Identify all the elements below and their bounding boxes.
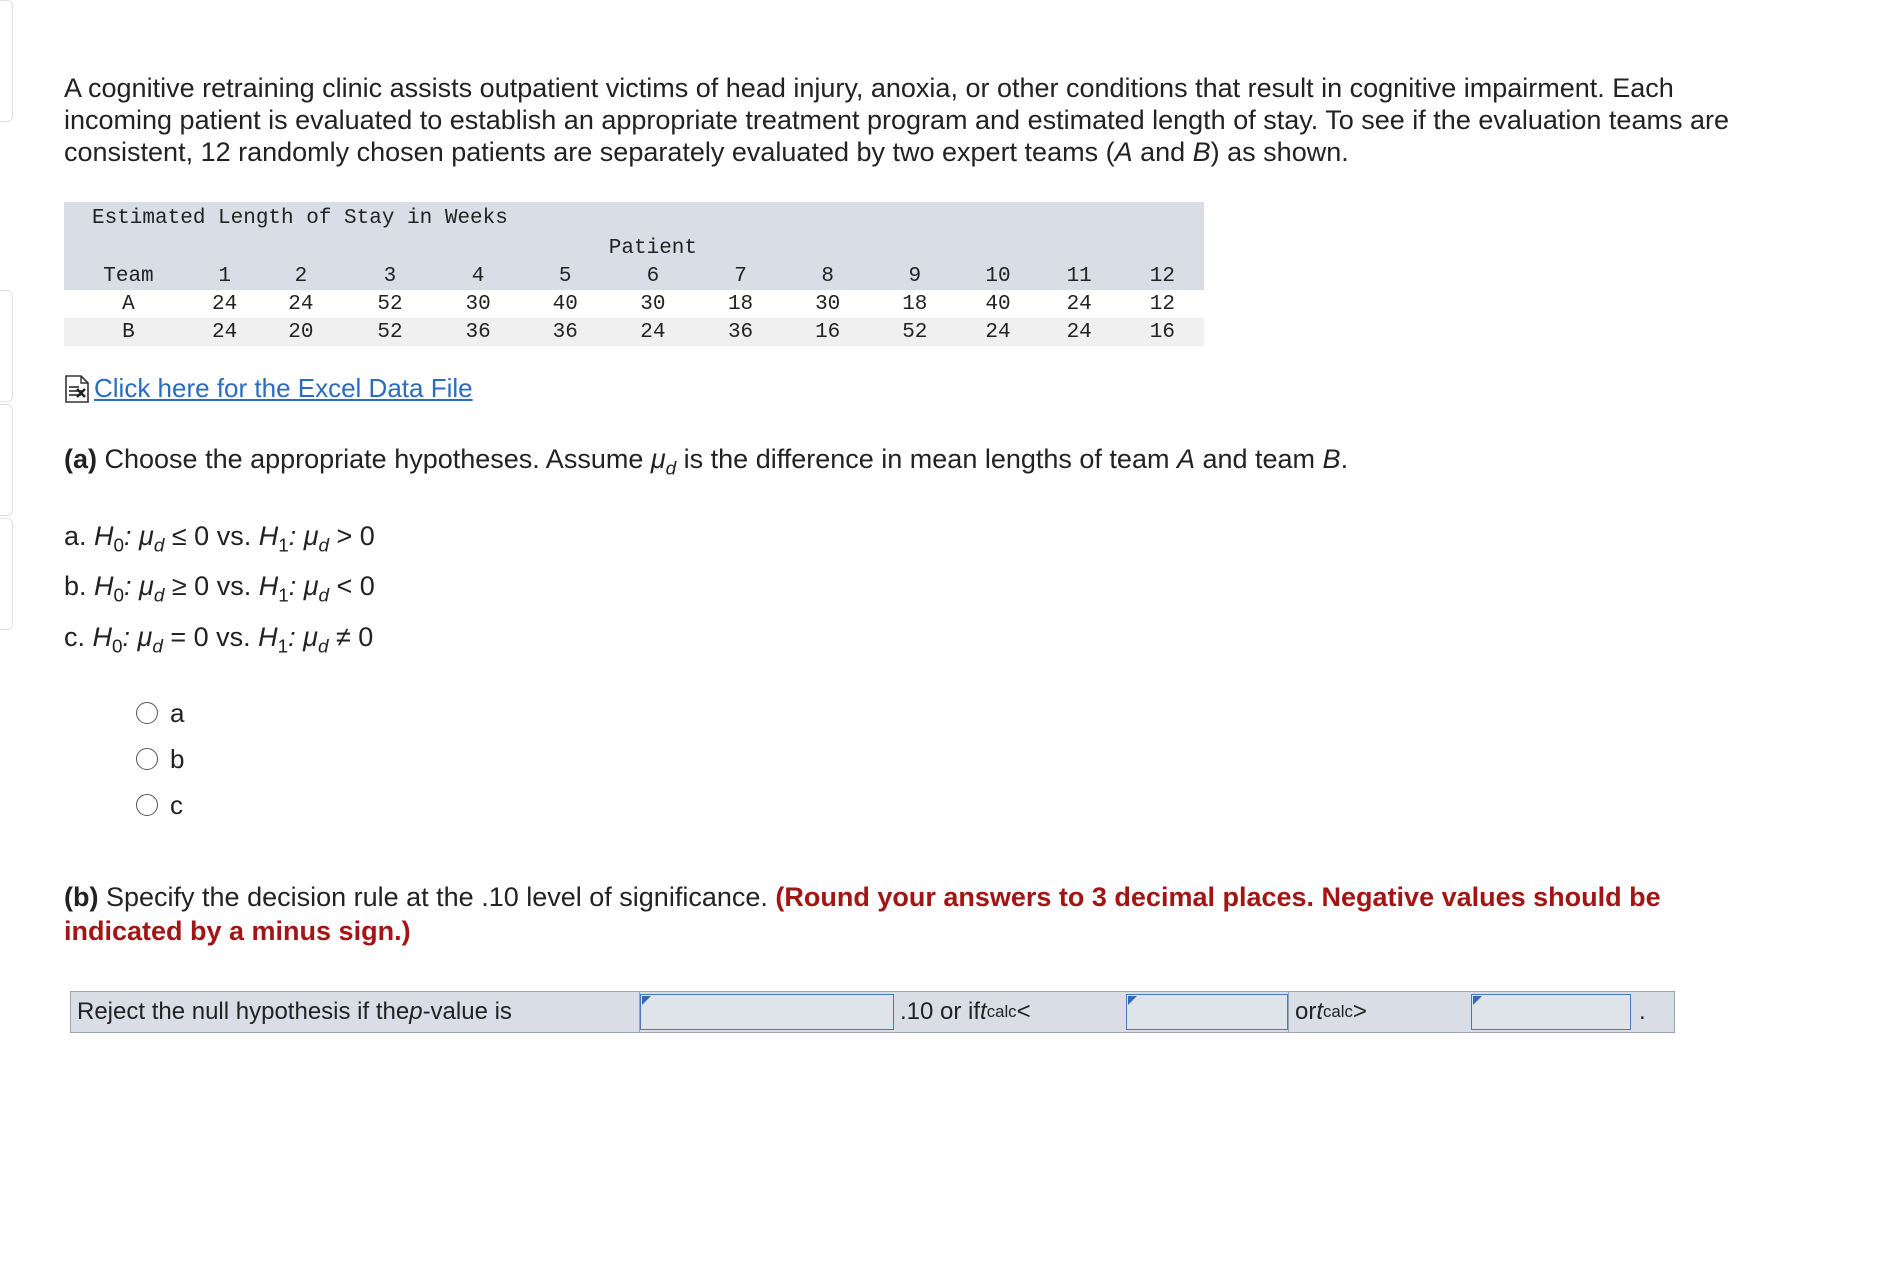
- t-lower-answer-field[interactable]: [1126, 994, 1288, 1030]
- table-cell: 52: [871, 318, 958, 346]
- edge-tab-1: [0, 0, 13, 122]
- team-column-header: Team: [64, 262, 193, 290]
- part-a-prompt: [64, 444, 1348, 480]
- patient-header: 3: [345, 262, 434, 290]
- table-cell: 16: [1121, 318, 1204, 346]
- table-cell: 30: [465, 292, 491, 316]
- rule-t: t: [980, 998, 987, 1025]
- table-cell: 24: [1066, 292, 1092, 316]
- table-cell: 18: [902, 292, 928, 316]
- hyp-h0: H: [94, 571, 114, 602]
- edge-tab-3: [0, 404, 13, 516]
- hyp-text: = 0 vs.: [162, 621, 259, 652]
- excel-file-icon: [64, 375, 90, 403]
- table-row: [64, 318, 1204, 346]
- hyp-sub: 1: [278, 535, 289, 557]
- hyp-text: ≠ 0: [328, 621, 374, 652]
- t-lower-input[interactable]: [1127, 995, 1287, 1029]
- radio-button-a[interactable]: [136, 702, 158, 724]
- intro-and: and: [1132, 137, 1193, 167]
- table-cell: 24: [193, 318, 256, 346]
- hyp-sub: d: [318, 585, 330, 607]
- patient-header: 9: [871, 262, 958, 290]
- table-cell: 16: [784, 318, 871, 346]
- table-cell: 12: [1149, 292, 1175, 316]
- part-a-team-b: B: [1322, 444, 1341, 474]
- part-a-text: and team: [1194, 444, 1323, 474]
- hyp-text: : μ: [124, 521, 154, 551]
- table-cell: 24: [212, 292, 238, 316]
- table-cell: 52: [377, 292, 403, 316]
- part-b-prompt: [64, 880, 1764, 948]
- intro-end: ) as shown.: [1210, 137, 1349, 167]
- rule-sub: calc: [1323, 1002, 1353, 1021]
- table-cell: 24: [609, 318, 697, 346]
- hyp-sub: 1: [277, 636, 289, 658]
- excel-data-link[interactable]: Click here for the Excel Data File: [94, 373, 473, 403]
- table-cell: 24: [288, 292, 314, 316]
- hyp-prefix: a.: [64, 521, 95, 551]
- excel-link-row[interactable]: [64, 373, 473, 404]
- hyp-text: > 0: [329, 521, 375, 551]
- choice-label: a: [170, 697, 185, 728]
- patient-header: 6: [609, 262, 697, 290]
- hypothesis-option: [64, 516, 375, 566]
- mu-subscript: d: [665, 458, 677, 480]
- hyp-h1: H: [258, 571, 279, 602]
- hypothesis-choices: [136, 690, 184, 828]
- mu-symbol: μ: [650, 444, 666, 474]
- hyp-sub: d: [153, 535, 165, 557]
- patient-header: 11: [1038, 262, 1121, 290]
- hyp-h1: H: [258, 521, 279, 551]
- patient-header: 4: [435, 262, 522, 290]
- table-cell: 24: [958, 318, 1037, 346]
- hyp-text: : μ: [288, 521, 319, 551]
- rule-end: .: [1639, 998, 1646, 1025]
- table-cell: 36: [697, 318, 784, 346]
- t-upper-answer-field[interactable]: [1471, 994, 1631, 1030]
- hyp-h1: H: [258, 621, 278, 652]
- table-cell: 40: [985, 292, 1011, 316]
- rule-text: or: [1295, 998, 1317, 1025]
- intro-text: A cognitive retraining clinic assists outpatient victims of head injury, anoxia, or other conditions that result in cognitive impairment. Each incoming patient is evaluated to establish an appropriate treatment program and estimated length of stay. To see if the evaluation teams are consistent, 12 randomly chosen patients are separately evaluated by two expert teams (: [64, 73, 1729, 167]
- hyp-text: < 0: [329, 571, 375, 602]
- hyp-text: ≥ 0 vs.: [164, 571, 259, 602]
- table-cell: 40: [552, 292, 578, 316]
- choice-b[interactable]: [136, 736, 184, 782]
- table-cell: 36: [522, 318, 609, 346]
- hyp-text: : μ: [122, 621, 153, 652]
- team-label: B: [64, 318, 193, 346]
- stay-table: [64, 202, 1204, 346]
- hyp-text: : μ: [124, 571, 154, 602]
- rule-mid2: [1289, 992, 1471, 1032]
- choice-a[interactable]: [136, 690, 184, 736]
- part-b-text: Specify the decision rule at the .10 level of significance.: [98, 882, 776, 912]
- table-cell: 30: [815, 292, 841, 316]
- rule-text: .10 or if: [900, 998, 981, 1025]
- problem-intro: [64, 72, 1764, 168]
- hyp-text: : μ: [288, 621, 318, 652]
- hyp-sub: 1: [278, 585, 289, 607]
- choice-label: c: [170, 789, 183, 820]
- table-cell: 18: [727, 292, 754, 316]
- table-header-row: [64, 262, 1204, 290]
- rule-p: p: [409, 998, 423, 1025]
- intro-team-a: A: [1114, 137, 1133, 167]
- hyp-sub: d: [317, 636, 329, 658]
- rule-text: >: [1352, 998, 1367, 1025]
- hyp-sub: 0: [113, 535, 125, 557]
- hyp-sub: d: [152, 636, 163, 658]
- hyp-prefix: b.: [64, 571, 95, 602]
- hyp-text: : μ: [288, 571, 319, 602]
- radio-button-c[interactable]: [136, 794, 158, 816]
- part-a-text: .: [1340, 444, 1349, 474]
- choice-label: b: [170, 743, 185, 774]
- part-b-label: (b): [64, 882, 99, 912]
- part-a-team-a: A: [1176, 444, 1195, 474]
- patient-header: 8: [784, 262, 871, 290]
- table-cell: 30: [640, 292, 666, 316]
- p-value-answer-field[interactable]: [640, 994, 894, 1030]
- patient-header: 7: [697, 262, 784, 290]
- table-group-header: Patient: [609, 234, 697, 262]
- patient-header: 10: [958, 262, 1037, 290]
- part-a-label: (a): [64, 444, 97, 474]
- hyp-h0: H: [94, 521, 114, 551]
- table-cell: 36: [435, 318, 522, 346]
- rule-t: t: [1316, 998, 1324, 1025]
- table-cell: 52: [345, 318, 434, 346]
- rule-text: Reject the null hypothesis if the: [77, 998, 410, 1025]
- rule-text: -value is: [422, 998, 512, 1025]
- stay-table-container: [64, 202, 1204, 346]
- rule-text: <: [1016, 998, 1031, 1025]
- table-caption: Estimated Length of Stay in Weeks: [64, 202, 1204, 234]
- rounding-instruction: (Round your answers to 3 decimal places. Negative values should be indicated by a minus sign.): [64, 882, 1661, 946]
- table-row: [64, 290, 1204, 318]
- edge-tab-4: [0, 518, 13, 630]
- hyp-sub: 0: [112, 636, 123, 658]
- hypotheses-list: [64, 516, 375, 667]
- intro-team-b: B: [1192, 137, 1211, 167]
- radio-button-b[interactable]: [136, 748, 158, 770]
- patient-header: 2: [256, 262, 345, 290]
- part-a-text: is the difference in mean lengths of team: [676, 444, 1177, 474]
- patient-header: 1: [193, 262, 256, 290]
- rule-mid1: [894, 992, 1126, 1032]
- choice-c[interactable]: [136, 782, 184, 828]
- p-value-input[interactable]: [641, 995, 893, 1029]
- hyp-h0: H: [92, 621, 113, 652]
- patient-header: 12: [1121, 262, 1204, 290]
- t-upper-input[interactable]: [1472, 995, 1630, 1029]
- decision-rule-row: [70, 991, 1675, 1033]
- rule-lead: [71, 992, 639, 1032]
- hyp-prefix: c.: [64, 621, 93, 652]
- table-cell: 20: [256, 318, 345, 346]
- hyp-sub: d: [153, 585, 165, 607]
- hyp-sub: 0: [113, 585, 125, 607]
- edge-tab-2: [0, 290, 13, 402]
- team-label: A: [122, 292, 135, 316]
- hyp-sub: d: [318, 535, 330, 557]
- rule-sub: calc: [986, 1002, 1017, 1021]
- patient-header: 5: [522, 262, 609, 290]
- hyp-text: ≤ 0 vs.: [164, 521, 259, 551]
- hypothesis-option: [64, 617, 375, 667]
- hypothesis-option: [64, 566, 375, 616]
- part-a-text: Choose the appropriate hypotheses. Assume: [97, 444, 651, 474]
- table-cell: 24: [1038, 318, 1121, 346]
